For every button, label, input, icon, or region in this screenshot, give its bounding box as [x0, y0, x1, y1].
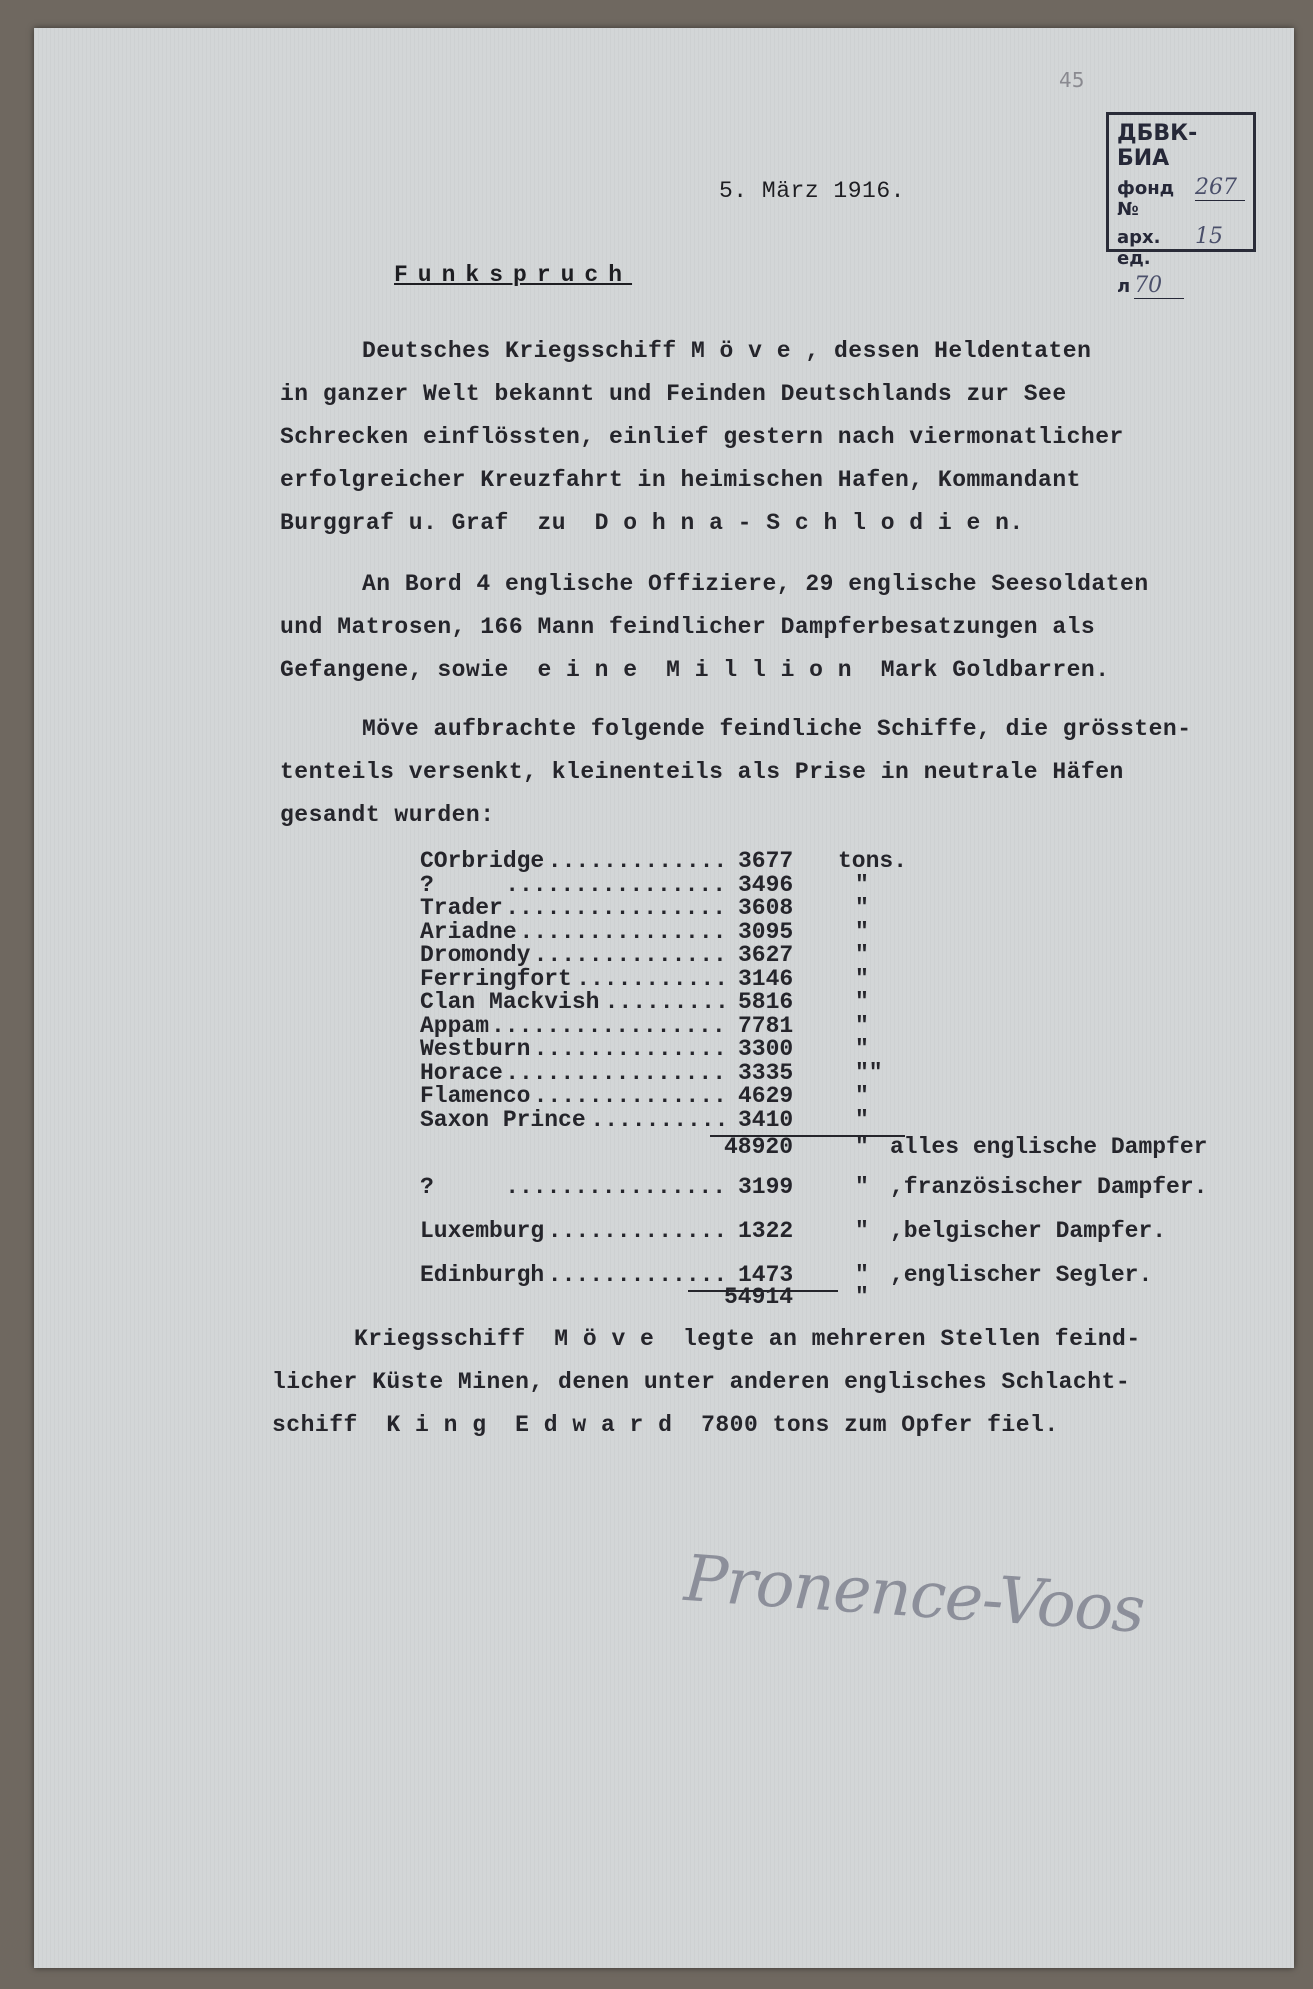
ditto-mark: "	[855, 871, 869, 898]
ship-name: Saxon Prince	[420, 1106, 586, 1133]
tonnage-value: 54914	[724, 1284, 794, 1310]
ditto-mark: ""	[855, 1059, 883, 1086]
document-date: 5. März 1916.	[719, 178, 905, 204]
tonnage-value: 3496	[738, 871, 794, 898]
ship-description: ,belgischer Dampfer.	[890, 1218, 1167, 1244]
stamp-title: ДБВК-БИА	[1117, 121, 1198, 171]
leader-dots: ................	[505, 871, 727, 898]
ship-name: Ferringfort	[420, 965, 572, 992]
archive-stamp	[1106, 112, 1256, 298]
stamp-list-label: л	[1117, 276, 1131, 297]
leader-dots: ................	[505, 1174, 727, 1200]
ditto-mark: "	[855, 1174, 869, 1200]
stamp-arch-label: арх. ед.	[1117, 227, 1161, 269]
leader-dots: .............	[547, 848, 728, 874]
ship-name: Dromondy	[420, 942, 531, 968]
ditto-mark: "	[855, 965, 869, 992]
tonnage-value: 1473	[738, 1262, 794, 1288]
pencil-page-number: 45	[1059, 68, 1085, 92]
text-line: Burggraf u. Graf zu D o h n a - S c h l o d i e n.	[280, 510, 1024, 536]
tonnage-value: 3335	[738, 1059, 794, 1086]
ditto-mark: "	[855, 895, 869, 921]
leader-dots: .................	[491, 1012, 726, 1039]
ditto-mark: "	[855, 1218, 869, 1244]
leader-dots: ...........	[576, 965, 729, 992]
tonnage-value: 3608	[738, 895, 794, 921]
ditto-mark: "	[855, 989, 869, 1015]
leader-dots: .........	[604, 989, 729, 1015]
ship-name: Flamenco	[420, 1083, 531, 1109]
tonnage-value: 3410	[738, 1106, 794, 1133]
ship-name: Ariadne	[420, 918, 517, 945]
ship-name: ?	[420, 871, 434, 898]
stamp-fond-value: 267	[1195, 175, 1245, 201]
ditto-mark: "	[855, 1134, 869, 1160]
leader-dots: .............	[547, 1218, 728, 1244]
tonnage-value: 3300	[738, 1036, 794, 1062]
tonnage-value: 7781	[738, 1012, 794, 1039]
tonnage-value: 4629	[738, 1083, 794, 1109]
ditto-mark: "	[855, 1284, 869, 1310]
document-page	[34, 28, 1294, 1968]
tonnage-value: 3627	[738, 942, 794, 968]
document-heading: Funkspruch	[394, 262, 633, 288]
ditto-mark: tons.	[838, 848, 908, 874]
tonnage-value: 48920	[724, 1134, 794, 1160]
stamp-list-value: 70	[1134, 273, 1184, 299]
tonnage-value: 3095	[738, 918, 794, 945]
text-line: und Matrosen, 166 Mann feindlicher Dampferbesatzungen als	[280, 614, 1096, 640]
ship-description: ,englischer Segler.	[890, 1262, 1153, 1288]
stamp-arch-value: 15	[1195, 224, 1245, 250]
leader-dots: ................	[505, 895, 727, 921]
text-line: gesandt wurden:	[280, 802, 495, 828]
ship-name: ?	[420, 1174, 434, 1200]
text-line: Möve aufbrachte folgende feindliche Schiffe, die grössten-	[362, 716, 1192, 742]
stamp-arch-row	[1117, 224, 1245, 269]
leader-dots: ..............	[533, 942, 727, 968]
text-line: tenteils versenkt, kleinenteils als Prise in neutrale Häfen	[280, 759, 1124, 785]
handwritten-signature: Pronence-Voos	[681, 1542, 1147, 1648]
leader-dots: ..........	[590, 1106, 729, 1133]
text-line: Schrecken einflössten, einlief gestern nach viermonatlicher	[280, 424, 1124, 450]
text-line: Kriegsschiff M ö v e legte an mehreren Stellen feind-	[354, 1326, 1141, 1352]
ditto-mark: "	[855, 1012, 869, 1039]
stamp-list-row	[1117, 273, 1245, 299]
ditto-mark: "	[855, 1262, 869, 1288]
tonnage-value: 1322	[738, 1218, 794, 1244]
ship-name: Trader	[420, 895, 503, 921]
ship-name: COrbridge	[420, 848, 545, 874]
ship-description: alles englische Dampfer	[890, 1134, 1208, 1160]
ditto-mark: "	[855, 1036, 869, 1062]
ship-name: Clan Mackvish	[420, 989, 600, 1015]
leader-dots: ...............	[519, 918, 727, 945]
ship-name: Luxemburg	[420, 1218, 545, 1244]
leader-dots: ..............	[533, 1083, 727, 1109]
text-line: Gefangene, sowie e i n e M i l l i o n Mark Goldbarren.	[280, 657, 1110, 683]
leader-dots: .............	[547, 1262, 728, 1288]
ship-name: Westburn	[420, 1036, 531, 1062]
text-line: An Bord 4 englische Offiziere, 29 englische Seesoldaten	[362, 571, 1149, 597]
leader-dots: ..............	[533, 1036, 727, 1062]
text-line: schiff K i n g E d w a r d 7800 tons zum Opfer fiel.	[272, 1412, 1059, 1438]
ditto-mark: "	[855, 1083, 869, 1109]
ship-name: Appam	[420, 1012, 490, 1039]
tonnage-value: 3146	[738, 965, 794, 992]
text-line: erfolgreicher Kreuzfahrt in heimischen Hafen, Kommandant	[280, 467, 1081, 493]
tonnage-value: 5816	[738, 989, 794, 1015]
leader-dots: ................	[505, 1059, 727, 1086]
ditto-mark: "	[855, 1106, 869, 1133]
tonnage-value: 3677	[738, 848, 794, 874]
tonnage-value: 3199	[738, 1174, 794, 1200]
ship-description: ,französischer Dampfer.	[890, 1174, 1208, 1200]
ship-name: Horace	[420, 1059, 503, 1086]
stamp-fond-label: фонд №	[1117, 178, 1175, 220]
text-line: Deutsches Kriegsschiff M ö v e , dessen Heldentaten	[362, 338, 1092, 364]
text-line: licher Küste Minen, denen unter anderen englisches Schlacht-	[272, 1369, 1131, 1395]
ditto-mark: "	[855, 918, 869, 945]
stamp-fond-row	[1117, 175, 1245, 220]
ditto-mark: "	[855, 942, 869, 968]
ship-name: Edinburgh	[420, 1262, 545, 1288]
text-line: in ganzer Welt bekannt und Feinden Deutschlands zur See	[280, 381, 1067, 407]
